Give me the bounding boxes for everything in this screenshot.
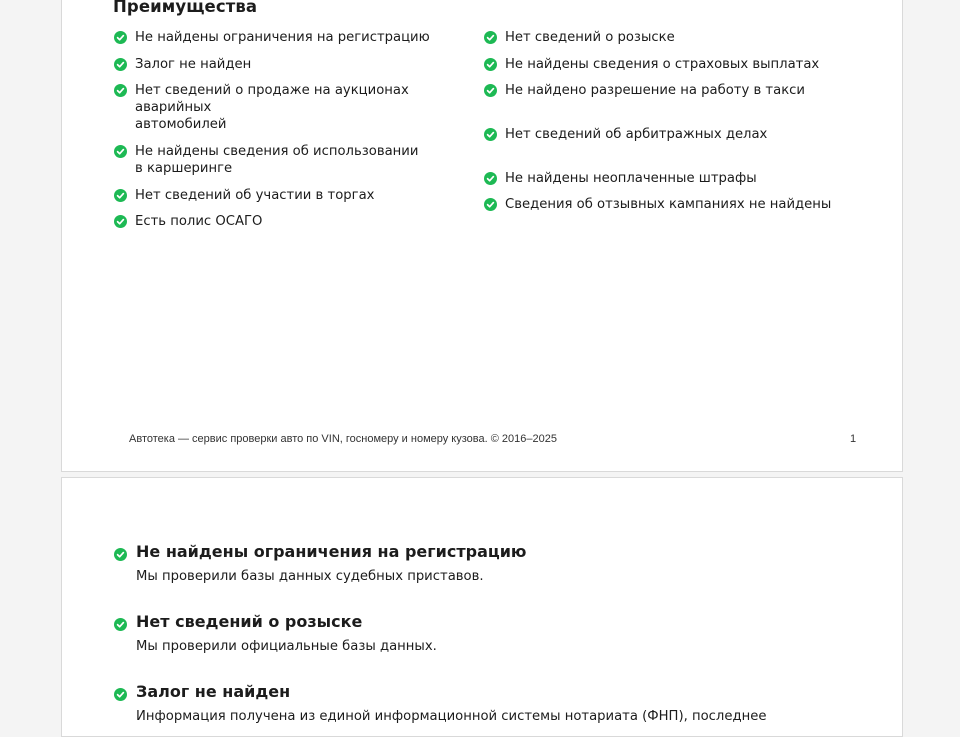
footer-text: Автотека — сервис проверки авто по VIN, госномеру и номеру кузова. © 2016–2025 <box>129 433 557 445</box>
check-circle-icon <box>114 58 127 71</box>
advantage-item <box>114 29 476 46</box>
detail-title <box>114 682 834 702</box>
advantage-text: Не найдены сведения о страховых выплатах <box>505 57 820 72</box>
detail-title-text: Не найдены ограничения на регистрацию <box>136 542 527 561</box>
advantage-item <box>484 29 846 46</box>
report-page-2 <box>61 477 903 737</box>
check-circle-icon <box>114 616 127 629</box>
advantage-item <box>114 82 476 133</box>
advantage-item <box>484 170 846 187</box>
advantage-text: Не найдены неоплаченные штрафы <box>505 171 757 186</box>
detail-description: Мы проверили официальные базы данных. <box>136 639 437 654</box>
advantage-text: Залог не найден <box>135 57 252 72</box>
advantages-list-left <box>114 29 476 230</box>
advantage-text: Нет сведений об арбитражных делах <box>505 127 768 142</box>
detail-section <box>114 612 834 655</box>
detail-description: Мы проверили базы данных судебных приставов. <box>136 569 484 584</box>
advantage-text: Не найдено разрешение на работу в такси <box>505 83 805 98</box>
advantage-item <box>484 82 846 99</box>
check-circle-icon <box>114 145 127 158</box>
detail-title <box>114 542 834 562</box>
advantage-text: Нет сведений о розыске <box>505 30 675 45</box>
detail-section <box>114 542 834 585</box>
advantage-text: Сведения об отзывных кампаниях не найдены <box>505 197 832 212</box>
check-circle-icon <box>114 686 127 699</box>
check-circle-icon <box>114 31 127 44</box>
advantages-list-right <box>484 29 846 213</box>
check-circle-icon <box>484 128 497 141</box>
advantage-text: Есть полис ОСАГО <box>135 214 263 229</box>
advantage-item <box>484 126 846 143</box>
advantage-text: Не найдены сведения об использовании в каршеринге <box>135 144 419 176</box>
check-circle-icon <box>114 546 127 559</box>
advantage-item <box>114 187 476 204</box>
check-circle-icon <box>484 198 497 211</box>
advantage-item <box>484 196 846 213</box>
advantages-title: Преимущества <box>113 0 258 16</box>
check-circle-icon <box>484 58 497 71</box>
advantage-text: Нет сведений об участии в торгах <box>135 188 375 203</box>
detail-description: Информация получена из единой информационной системы нотариата (ФНП), последнее <box>136 709 767 724</box>
check-circle-icon <box>114 189 127 202</box>
check-circle-icon <box>114 84 127 97</box>
detail-title-text: Залог не найден <box>136 682 291 701</box>
check-circle-icon <box>114 215 127 228</box>
report-page-1 <box>61 0 903 472</box>
advantage-item <box>114 143 476 177</box>
check-circle-icon <box>484 172 497 185</box>
detail-section <box>114 682 834 725</box>
check-circle-icon <box>484 31 497 44</box>
advantage-item <box>484 56 846 73</box>
advantage-item <box>114 213 476 230</box>
check-circle-icon <box>484 84 497 97</box>
page-number: 1 <box>850 433 857 445</box>
detail-title <box>114 612 834 632</box>
detail-title-text: Нет сведений о розыске <box>136 612 363 631</box>
advantage-text: Нет сведений о продаже на аукционах аварийных автомобилей <box>135 83 409 132</box>
advantage-text: Не найдены ограничения на регистрацию <box>135 30 430 45</box>
advantage-item <box>114 56 476 73</box>
